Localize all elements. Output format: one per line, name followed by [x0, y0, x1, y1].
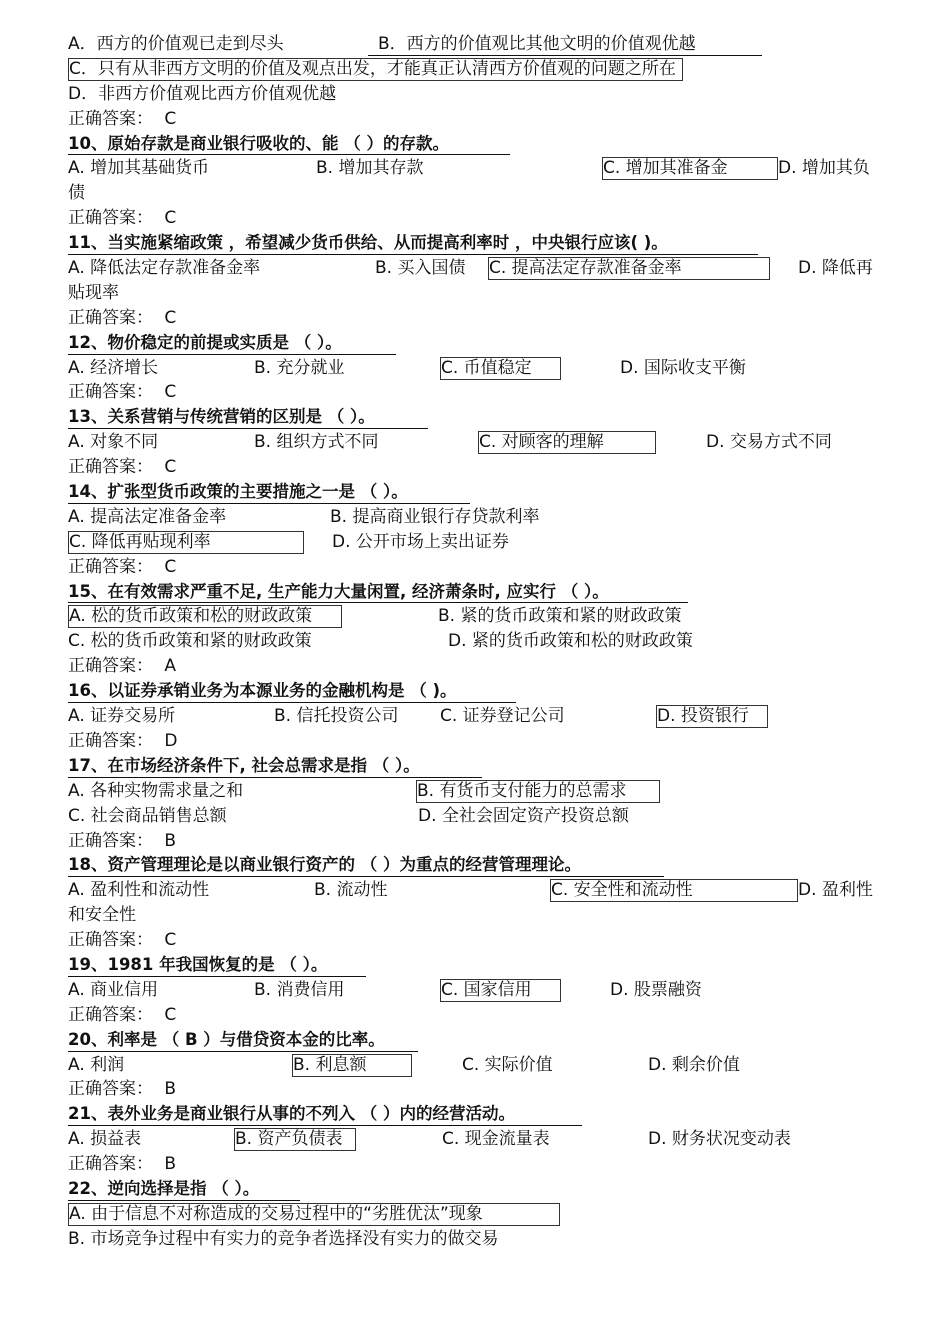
question-underline: [68, 777, 482, 778]
answer-label: 正确答案：: [68, 556, 153, 577]
q14-options-1: [68, 505, 888, 530]
option-d: D. 增加其负: [778, 158, 870, 179]
option-d: D. 国际收支平衡: [620, 357, 746, 378]
option-b: B. 资产负债表: [234, 1128, 356, 1151]
q18-options: [68, 878, 888, 903]
question-text: 18、资产管理理论是以商业银行资产的 （ ）为重点的经营管理理论。: [68, 855, 581, 875]
q19-options: [68, 978, 888, 1003]
answer-value: C: [164, 1004, 177, 1025]
option-c: C. 提高法定存款准备金率: [488, 257, 770, 280]
question-15: [68, 580, 888, 605]
answer-label: 正确答案：: [68, 1004, 153, 1025]
option-c: C. 对顾客的理解: [478, 431, 656, 454]
answer-value: C: [164, 208, 177, 229]
q11-answer: [68, 306, 888, 331]
answer-value: D: [164, 730, 178, 751]
question-text: 22、逆向选择是指 （ ）。: [68, 1178, 260, 1198]
question-18: [68, 853, 888, 878]
q22-options-1: [68, 1202, 888, 1227]
q10-answer: [68, 206, 888, 231]
answer-label: 正确答案：: [68, 208, 153, 229]
question-underline: [68, 428, 428, 429]
question-text: 13、关系营销与传统营销的区别是 （ ）。: [68, 407, 375, 427]
q19-answer: [68, 1003, 888, 1028]
question-20: [68, 1028, 888, 1053]
option-d: D. 公开市场上卖出证券: [332, 531, 509, 552]
question-22: [68, 1177, 888, 1202]
question-underline: [68, 354, 396, 355]
q16-answer: [68, 729, 888, 754]
q12-answer: [68, 380, 888, 405]
question-14: [68, 480, 888, 505]
answer-label: 正确答案：: [68, 656, 153, 677]
q21-options: [68, 1127, 888, 1152]
option-a: A. 提高法定准备金率: [68, 506, 227, 527]
option-d: D. 股票融资: [610, 979, 702, 1000]
option-d-cont: 贴现率: [68, 282, 119, 303]
q12-options: [68, 356, 888, 381]
q11-options: [68, 256, 888, 281]
question-text: 10、原始存款是商业银行吸收的、能 （ ）的存款。: [68, 133, 449, 153]
option-a: A. 商业信用: [68, 979, 159, 1000]
question-text: 16、以证券承销业务为本源业务的金融机构是 （ )。: [68, 681, 457, 701]
option-a: A. 证券交易所: [68, 706, 176, 727]
option-a: A. 松的货币政策和松的财政政策: [68, 605, 342, 628]
q10-options: [68, 156, 888, 181]
answer-label: 正确答案：: [68, 1079, 153, 1100]
q20-answer: [68, 1077, 888, 1102]
answer-label: 正确答案：: [68, 108, 153, 129]
option-b: B. 紧的货币政策和紧的财政政策: [438, 606, 682, 627]
q18-answer: [68, 928, 888, 953]
question-text: 14、扩张型货币政策的主要措施之一是 （ ）。: [68, 482, 408, 502]
q15-options-1: [68, 604, 888, 629]
option-d: D. 投资银行: [656, 705, 768, 728]
q17-options-1: [68, 779, 888, 804]
question-17: [68, 754, 888, 779]
question-underline: [68, 1051, 418, 1052]
q9-underline: [368, 55, 762, 56]
q9-option-a: A．西方的价值观已走到尽头: [68, 34, 284, 54]
question-10: [68, 132, 888, 157]
answer-label: 正确答案：: [68, 1154, 153, 1175]
question-underline: [68, 154, 510, 155]
q9-option-row-1: [68, 32, 888, 57]
q14-options-2: [68, 530, 888, 555]
answer-value: B: [164, 830, 177, 851]
question-text: 11、当实施紧缩政策 ，希望减少货币供给、从而提高利率时 ，中央银行应该( )。: [68, 233, 668, 253]
answer-value: C: [164, 307, 177, 328]
option-c: C. 松的货币政策和紧的财政政策: [68, 631, 312, 652]
question-text: 15、在有效需求严重不足, 生产能力大量闲置, 经济萧条时, 应实行 （ ）。: [68, 581, 609, 601]
q13-options: [68, 430, 888, 455]
q21-answer: [68, 1152, 888, 1177]
question-text: 20、利率是 （ B ）与借贷资本金的比率。: [68, 1029, 385, 1049]
question-21: [68, 1102, 888, 1127]
option-d-cont: 和安全性: [68, 905, 136, 926]
q9-option-row-3: [68, 82, 888, 107]
question-text: 12、物价稳定的前提或实质是 （ ）。: [68, 332, 342, 352]
answer-value: C: [164, 382, 177, 403]
q15-answer: [68, 654, 888, 679]
answer-label: 正确答案：: [68, 730, 153, 751]
question-underline: [68, 602, 688, 603]
q15-options-2: [68, 629, 888, 654]
option-a: A. 对象不同: [68, 432, 159, 453]
question-text: 17、在市场经济条件下, 社会总需求是指 （ ）。: [68, 755, 420, 775]
q13-answer: [68, 455, 888, 480]
option-b: B. 买入国债: [375, 258, 466, 279]
answer-value: A: [164, 656, 177, 677]
option-d: D. 交易方式不同: [706, 432, 832, 453]
answer-label: 正确答案：: [68, 930, 153, 951]
answer-value: B: [164, 1079, 177, 1100]
q20-options: [68, 1053, 888, 1078]
question-underline: [68, 1200, 300, 1201]
option-b: B. 增加其存款: [316, 158, 424, 179]
question-text: 21、表外业务是商业银行从事的不列入 （ ）内的经营活动。: [68, 1104, 515, 1124]
question-11: [68, 231, 888, 256]
option-d: D. 降低再: [798, 258, 873, 279]
q17-answer: [68, 829, 888, 854]
answer-value: C: [164, 556, 177, 577]
q9-answer: [68, 107, 888, 132]
question-12: [68, 331, 888, 356]
option-a: A. 降低法定存款准备金率: [68, 258, 261, 279]
option-c: C. 现金流量表: [442, 1129, 550, 1150]
answer-value: C: [164, 930, 177, 951]
option-b: B. 充分就业: [254, 357, 345, 378]
option-a: A. 增加其基础货币: [68, 158, 210, 179]
q14-answer: [68, 555, 888, 580]
option-b: B. 消费信用: [254, 979, 345, 1000]
answer-label: 正确答案：: [68, 457, 153, 478]
answer-label: 正确答案：: [68, 830, 153, 851]
option-c: C. 实际价值: [462, 1054, 553, 1075]
q9-option-d: D．非西方价值观比西方价值观优越: [68, 83, 337, 104]
q9-option-row-2: [68, 57, 888, 82]
option-b: B. 利息额: [292, 1054, 412, 1077]
option-b: B. 信托投资公司: [274, 706, 399, 727]
q9-option-c: C．只有从非西方文明的价值及观点出发，才能真正认清西方价值观的问题之所在: [68, 58, 683, 81]
q9-option-b: B．西方的价值观比其他文明的价值观优越: [378, 34, 696, 54]
option-b: B. 组织方式不同: [254, 432, 379, 453]
question-underline: [68, 503, 470, 504]
option-d: D. 紧的货币政策和松的财政政策: [448, 631, 693, 652]
option-a: A. 利润: [68, 1054, 125, 1075]
answer-value: C: [164, 457, 177, 478]
question-19: [68, 953, 888, 978]
question-underline: [68, 876, 664, 877]
option-d-cont: 债: [68, 183, 85, 204]
option-a: A. 各种实物需求量之和: [68, 780, 244, 801]
question-underline: [68, 976, 366, 977]
option-c: C. 币值稳定: [440, 357, 561, 380]
question-underline: [68, 702, 516, 703]
question-underline: [68, 254, 758, 255]
option-a: A. 损益表: [68, 1129, 142, 1150]
q18-options-cont: [68, 903, 888, 928]
option-a: A. 由于信息不对称造成的交易过程中的“劣胜优汰”现象: [68, 1203, 560, 1226]
q17-options-2: [68, 804, 888, 829]
option-c: C. 降低再贴现利率: [68, 531, 304, 554]
q16-options: [68, 704, 888, 729]
q10-options-cont: [68, 181, 888, 206]
option-c: C. 国家信用: [440, 979, 561, 1002]
option-b: B. 流动性: [314, 880, 388, 901]
document-page: [68, 32, 888, 1252]
option-b: B. 市场竞争过程中有实力的竞争者选择没有实力的做交易: [68, 1228, 499, 1249]
option-c: C. 增加其准备金: [602, 157, 778, 180]
question-underline: [68, 1125, 582, 1126]
question-16: [68, 679, 888, 704]
option-a: A. 经济增长: [68, 357, 159, 378]
question-text: 19、1981 年我国恢复的是 （ ）。: [68, 954, 328, 974]
option-d: D. 财务状况变动表: [648, 1129, 791, 1150]
option-d: D. 全社会固定资产投资总额: [418, 805, 629, 826]
q11-options-cont: [68, 281, 888, 306]
question-13: [68, 405, 888, 430]
option-d: D. 剩余价值: [648, 1054, 740, 1075]
option-c: C. 安全性和流动性: [550, 879, 798, 902]
option-d: D. 盈利性: [798, 880, 873, 901]
option-b: B. 提高商业银行存贷款利率: [330, 506, 540, 527]
answer-value: B: [164, 1154, 177, 1175]
answer-label: 正确答案：: [68, 307, 153, 328]
option-a: A. 盈利性和流动性: [68, 880, 210, 901]
option-c: C. 证券登记公司: [440, 706, 565, 727]
answer-value: C: [164, 108, 177, 129]
option-c: C. 社会商品销售总额: [68, 805, 227, 826]
option-b: B. 有货币支付能力的总需求: [416, 780, 660, 803]
answer-label: 正确答案：: [68, 382, 153, 403]
q22-options-2: [68, 1227, 888, 1252]
